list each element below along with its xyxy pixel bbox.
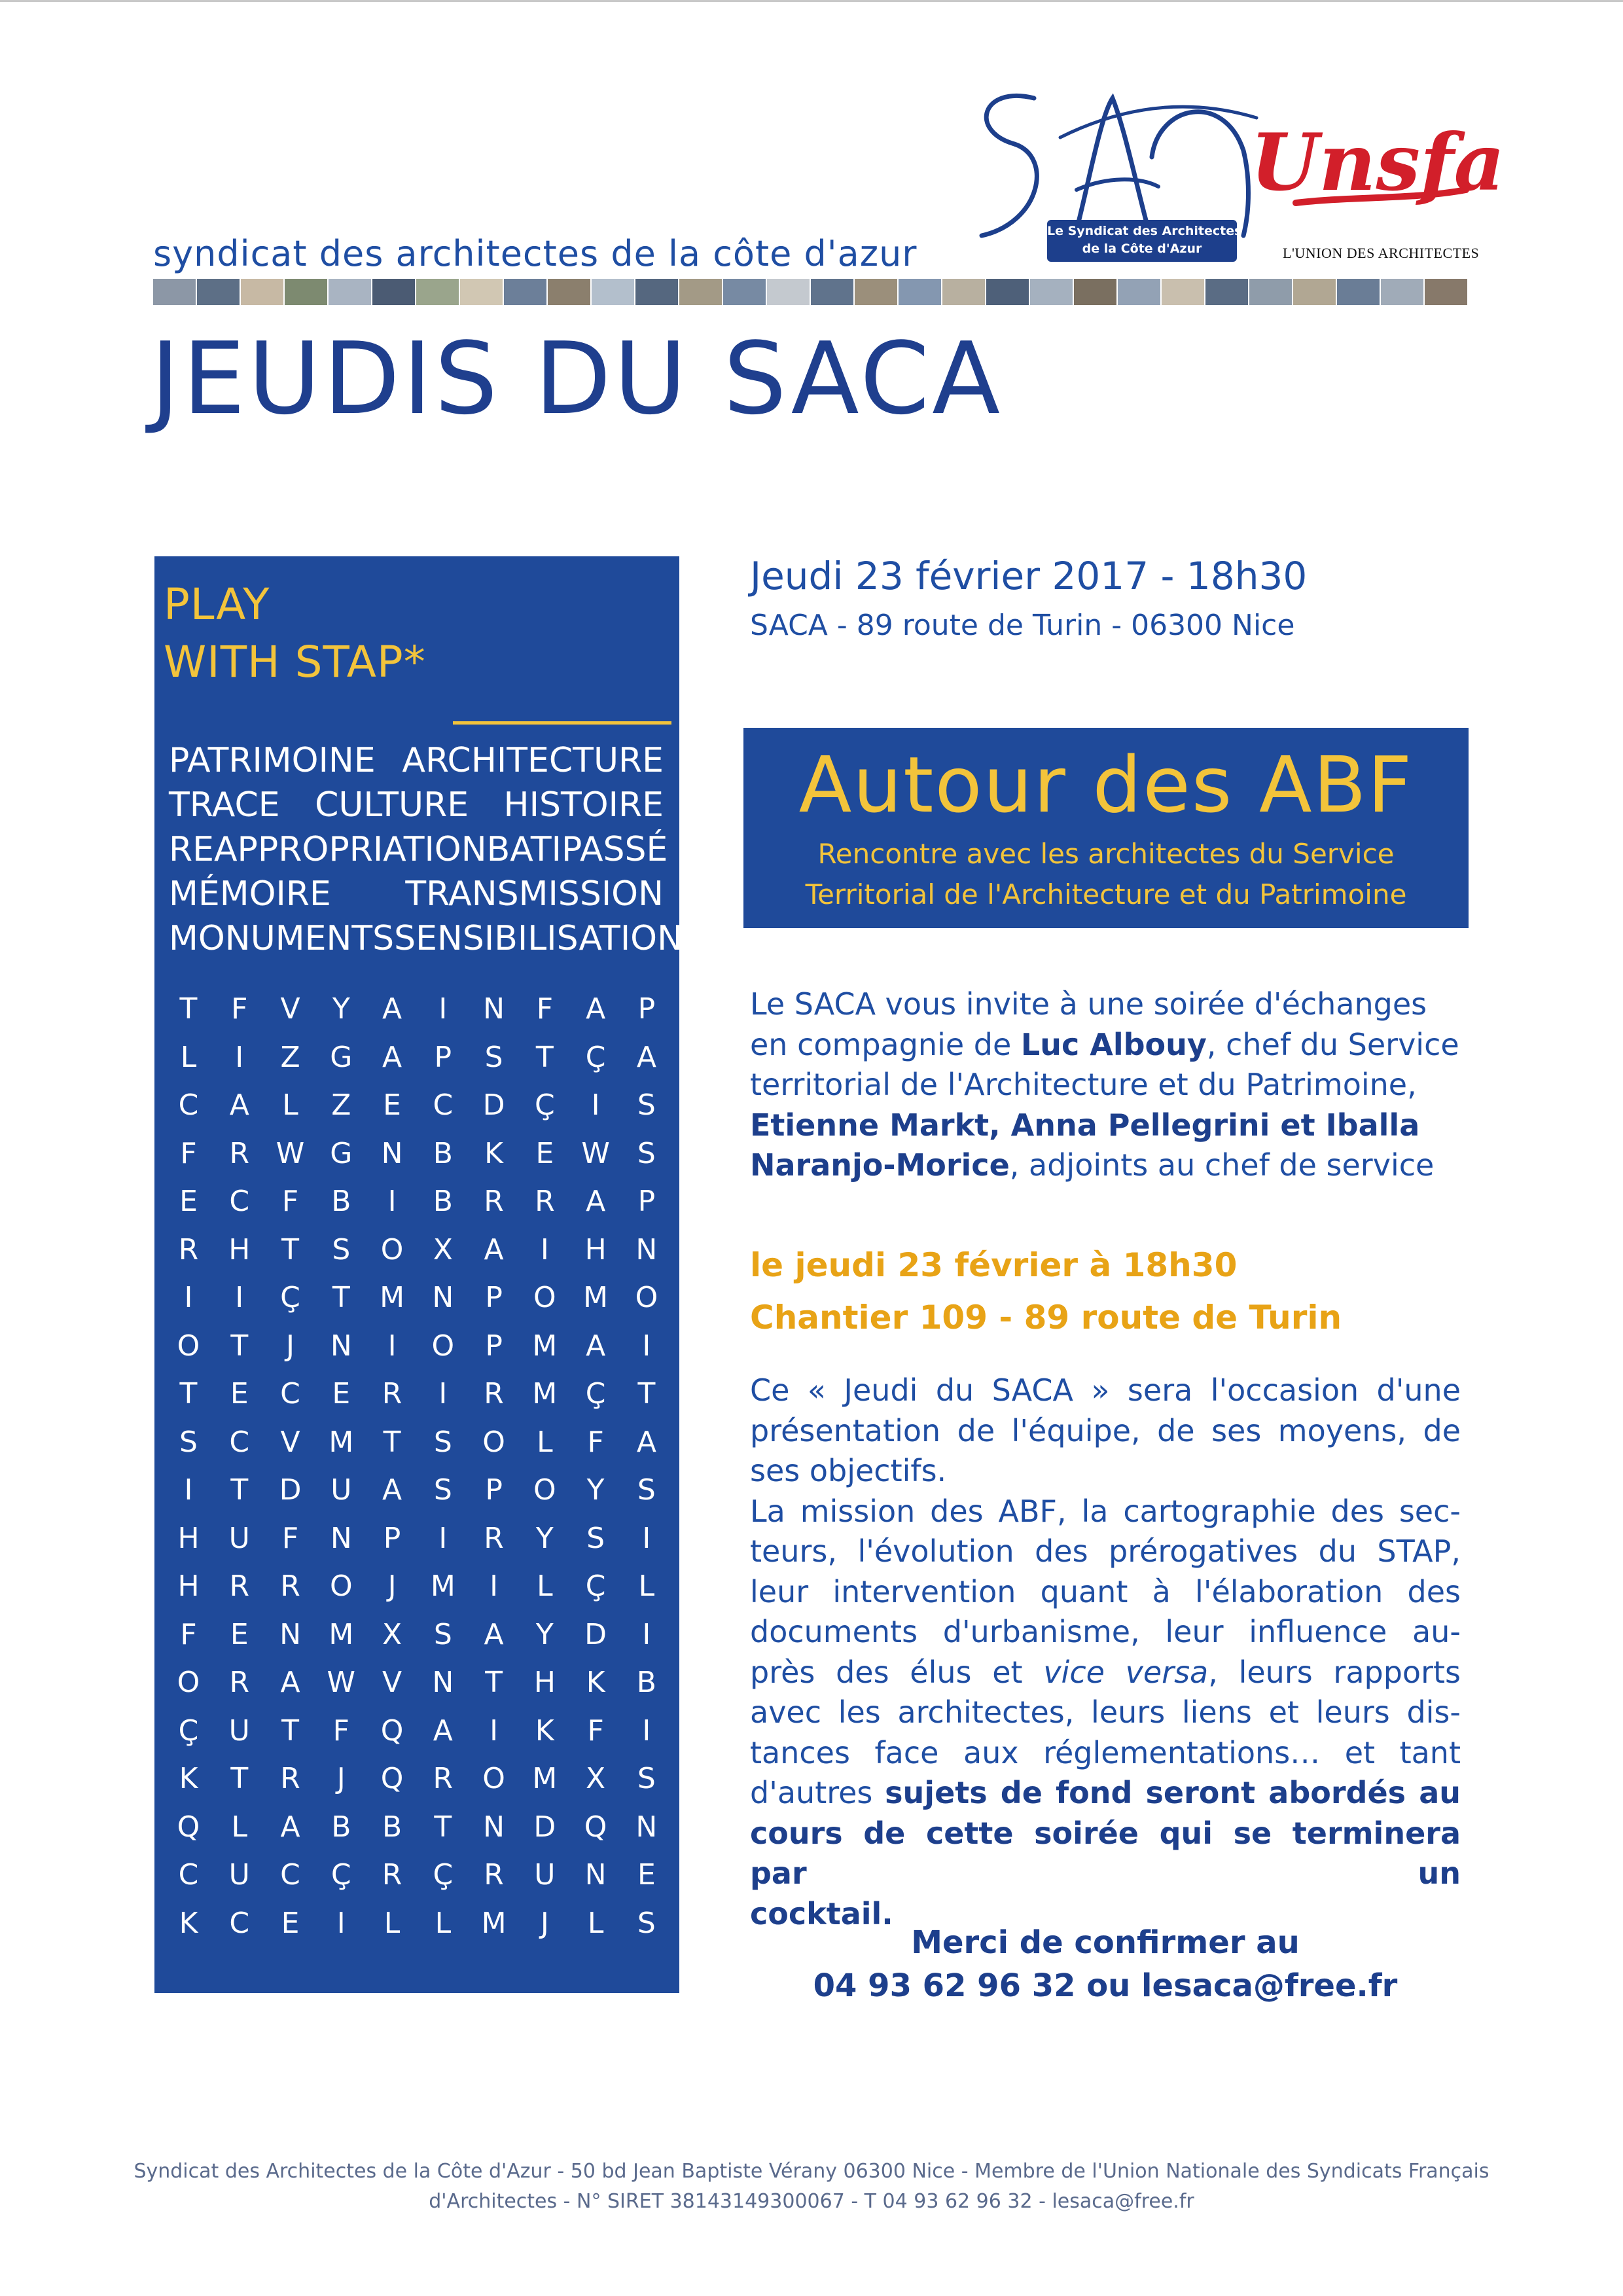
- grid-letter: I: [336, 1906, 346, 1940]
- grid-row: [169, 1707, 666, 1755]
- saca-logo-plate: [1047, 220, 1242, 262]
- grid-letter: H: [584, 1232, 607, 1266]
- keyword-line: [169, 827, 668, 872]
- grid-letter: Ç: [330, 1858, 351, 1892]
- grid-letter: V: [382, 1666, 402, 1699]
- grid-letter: H: [177, 1570, 200, 1603]
- grid-letter: A: [229, 1088, 249, 1122]
- grid-letter: R: [433, 1762, 454, 1795]
- play-with-stap-heading: [164, 576, 426, 691]
- grid-letter: O: [380, 1232, 404, 1266]
- grid-letter: S: [332, 1232, 351, 1266]
- grid-letter: C: [229, 1185, 250, 1218]
- grid-letter: P: [434, 1040, 452, 1074]
- keyword-line: [169, 872, 664, 916]
- grid-letter: I: [438, 992, 448, 1026]
- grid-letter: I: [490, 1570, 499, 1603]
- grid-letter: K: [484, 1136, 504, 1170]
- grid-letter: X: [433, 1232, 453, 1266]
- body-fragment: , leurs rapports: [1208, 1654, 1461, 1690]
- body-line: teurs, l'évolution des prérogatives du STAP,: [750, 1534, 1461, 1569]
- grid-letter: G: [330, 1136, 353, 1170]
- body-line: ses objectifs.: [750, 1453, 947, 1488]
- grid-letter: N: [330, 1329, 352, 1363]
- grid-row: [169, 1803, 666, 1852]
- panel-divider: [453, 721, 671, 725]
- grid-letter: I: [235, 1281, 244, 1314]
- keyword: REAPPROPRIATION: [169, 830, 487, 869]
- body-bold: sujets de fond seront abordés au: [885, 1775, 1461, 1810]
- grid-letter: C: [178, 1088, 199, 1122]
- grid-letter: A: [433, 1713, 453, 1748]
- grid-letter: P: [383, 1521, 401, 1555]
- box-subtitle-line2: Territorial de l'Architecture et du Patrimoine: [805, 878, 1407, 910]
- grid-letter: F: [536, 992, 554, 1026]
- grid-letter: B: [433, 1136, 453, 1170]
- grid-letter: A: [586, 992, 606, 1026]
- grid-letter: F: [281, 1185, 299, 1218]
- grid-letter: O: [329, 1570, 353, 1603]
- grid-letter: G: [330, 1040, 353, 1074]
- grid-letter: Q: [380, 1762, 404, 1795]
- grid-letter: I: [591, 1088, 600, 1122]
- grid-letter: Q: [380, 1713, 404, 1748]
- footer-line2: d'Architectes - N° SIRET 38143149300067 - T 04 93 62 96 32 - lesaca@free.fr: [429, 2190, 1194, 2213]
- grid-letter: T: [230, 1762, 249, 1795]
- grid-row: [169, 1611, 666, 1659]
- grid-letter: I: [387, 1329, 397, 1363]
- grid-letter: I: [184, 1473, 193, 1507]
- keyword: HISTOIRE: [503, 785, 664, 825]
- keyword: CULTURE: [315, 785, 469, 825]
- grid-letter: T: [281, 1232, 299, 1266]
- intro-name-chief: Luc Albouy: [1020, 1026, 1207, 1062]
- stap-word: STAP*: [294, 637, 426, 687]
- grid-letter: L: [180, 1040, 197, 1074]
- grid-letter: N: [635, 1232, 658, 1266]
- grid-letter: Y: [535, 1617, 554, 1651]
- grid-letter: N: [483, 1810, 505, 1844]
- grid-letter: H: [177, 1521, 200, 1555]
- grid-letter: B: [433, 1185, 453, 1218]
- keyword: PASSÉ: [561, 830, 668, 869]
- intro-text-2: , chef du Service territorial de l'Architecture et du Patrimoine,: [750, 1026, 1459, 1102]
- unsfa-wordmark: Unsfa: [1250, 117, 1505, 209]
- grid-letter: Z: [331, 1088, 351, 1122]
- intro-paragraph: [750, 984, 1461, 1186]
- grid-letter: I: [387, 1185, 397, 1218]
- grid-letter: U: [228, 1713, 250, 1748]
- grid-letter: R: [484, 1185, 504, 1218]
- grid-letter: L: [638, 1570, 655, 1603]
- grid-letter: Q: [584, 1810, 607, 1844]
- grid-letter: N: [584, 1858, 607, 1892]
- body-line: Ce « Jeudi du SACA » sera l'occasion d'une: [750, 1372, 1461, 1408]
- grid-letter: L: [435, 1906, 452, 1940]
- keyword: BATI: [486, 830, 562, 869]
- grid-letter: B: [382, 1810, 402, 1844]
- grid-letter: T: [535, 1040, 554, 1074]
- keyword-line: [169, 738, 664, 783]
- grid-letter: N: [635, 1810, 658, 1844]
- body-fragment: près des élus et: [750, 1654, 1044, 1690]
- intro-names-deputies: Etienne Markt, Anna Pellegrini et Iballa Naranjo-Morice: [750, 1107, 1420, 1183]
- grid-row: [169, 1226, 666, 1274]
- keyword: PATRIMOINE: [169, 741, 376, 780]
- grid-letter: A: [484, 1232, 504, 1266]
- grid-letter: T: [383, 1425, 401, 1459]
- grid-letter: O: [177, 1329, 200, 1363]
- grid-letter: S: [484, 1040, 503, 1074]
- grid-letter: M: [430, 1570, 455, 1603]
- grid-letter: P: [485, 1329, 503, 1363]
- grid-letter: X: [382, 1617, 402, 1651]
- grid-letter: C: [178, 1858, 199, 1892]
- grid-letter: U: [330, 1473, 352, 1507]
- grid-letter: S: [433, 1425, 452, 1459]
- body-italic: vice versa: [1043, 1654, 1209, 1690]
- grid-letter: S: [637, 1762, 656, 1795]
- grid-letter: L: [383, 1906, 401, 1940]
- unsfa-logo: [1250, 92, 1505, 223]
- event-date: Jeudi 23 février 2017 - 18h30: [750, 554, 1308, 598]
- grid-letter: A: [382, 1040, 402, 1074]
- grid-letter: L: [282, 1088, 298, 1122]
- grid-letter: Y: [535, 1521, 554, 1555]
- grid-letter: R: [280, 1570, 300, 1603]
- grid-letter: O: [533, 1473, 556, 1507]
- grid-letter: T: [179, 992, 198, 1026]
- grid-letter: Q: [177, 1810, 200, 1844]
- letter-grid: [169, 985, 666, 1947]
- grid-letter: F: [281, 1521, 299, 1555]
- grid-letter: N: [483, 992, 505, 1026]
- grid-row: [169, 1177, 666, 1226]
- grid-letter: A: [280, 1666, 300, 1699]
- grid-letter: O: [482, 1425, 505, 1459]
- grid-letter: E: [230, 1377, 249, 1410]
- grid-letter: K: [535, 1713, 554, 1748]
- rsvp-line1: Merci de confirmer au: [911, 1924, 1300, 1961]
- grid-letter: S: [637, 1088, 656, 1122]
- grid-letter: S: [179, 1425, 198, 1459]
- footer-line1: Syndicat des Architectes de la Côte d'Azur - 50 bd Jean Baptiste Vérany 06300 Nice - Membre de l'Union Nationale des Syndicats Français: [134, 2160, 1489, 2183]
- grid-letter: Ç: [585, 1570, 606, 1603]
- keyword: TRANSMISSION: [405, 874, 664, 914]
- grid-letter: O: [431, 1329, 455, 1363]
- grid-row: [169, 1033, 666, 1082]
- body-line: avec les architectes, leurs liens et leurs dis-: [750, 1695, 1461, 1730]
- unsfa-caption: L'UNION DES ARCHITECTES: [1283, 245, 1480, 261]
- saca-logo-line1: Le Syndicat des Architectes: [1047, 224, 1242, 238]
- grid-letter: N: [381, 1136, 403, 1170]
- keyword: SENSIBILISATION: [394, 919, 683, 958]
- grid-letter: C: [433, 1088, 454, 1122]
- grid-letter: R: [229, 1136, 250, 1170]
- grid-letter: E: [281, 1906, 300, 1940]
- body-line: cours de cette soirée qui se terminera par un: [750, 1815, 1461, 1891]
- grid-letter: R: [178, 1232, 199, 1266]
- grid-letter: R: [484, 1377, 504, 1410]
- keyword: MONUMENTS: [169, 919, 395, 958]
- grid-row: [169, 1466, 666, 1515]
- grid-letter: R: [382, 1858, 402, 1892]
- grid-letter: P: [637, 992, 656, 1026]
- page-title: JEUDIS DU SACA: [151, 321, 1003, 437]
- grid-letter: T: [230, 1329, 249, 1363]
- grid-letter: J: [286, 1329, 295, 1363]
- grid-letter: U: [228, 1521, 250, 1555]
- grid-letter: I: [642, 1521, 651, 1555]
- grid-letter: X: [586, 1762, 606, 1795]
- grid-letter: V: [280, 1425, 300, 1459]
- grid-letter: F: [332, 1713, 349, 1748]
- grid-letter: O: [635, 1281, 658, 1314]
- grid-letter: E: [637, 1858, 656, 1892]
- keyword: MÉMOIRE: [169, 874, 331, 914]
- grid-letter: L: [537, 1570, 553, 1603]
- grid-letter: F: [587, 1713, 604, 1748]
- grid-letter: C: [229, 1906, 250, 1940]
- grid-letter: J: [387, 1570, 397, 1603]
- intro-text-3: , adjoints au chef de service: [1009, 1147, 1435, 1183]
- grid-letter: I: [540, 1232, 549, 1266]
- grid-letter: R: [382, 1377, 402, 1410]
- grid-letter: T: [281, 1713, 299, 1748]
- grid-letter: F: [180, 1136, 197, 1170]
- grid-letter: M: [583, 1281, 609, 1314]
- keyword-line: [169, 783, 664, 827]
- grid-letter: M: [481, 1906, 507, 1940]
- grid-letter: Y: [332, 992, 350, 1026]
- grid-letter: N: [279, 1617, 301, 1651]
- grid-letter: Ç: [534, 1088, 555, 1122]
- body-line: tances face aux réglementations… et tant: [750, 1734, 1461, 1770]
- grid-letter: A: [382, 1473, 402, 1507]
- body-line: [750, 1773, 1461, 1814]
- body-line: leur intervention quant à l'élaboration des: [750, 1573, 1461, 1609]
- grid-letter: R: [484, 1521, 504, 1555]
- grid-letter: Y: [586, 1473, 605, 1507]
- grid-letter: T: [179, 1377, 198, 1410]
- saca-logo-line2: de la Côte d'Azur: [1082, 242, 1202, 256]
- grid-letter: A: [484, 1617, 504, 1651]
- grid-letter: E: [332, 1377, 351, 1410]
- grid-row: [169, 1322, 666, 1371]
- grid-letter: O: [482, 1762, 505, 1795]
- grid-letter: I: [438, 1377, 448, 1410]
- grid-row: [169, 1418, 666, 1467]
- grid-letter: M: [532, 1377, 558, 1410]
- grid-letter: H: [533, 1666, 556, 1699]
- grid-letter: S: [433, 1617, 452, 1651]
- when-venue: Chantier 109 - 89 route de Turin: [750, 1299, 1342, 1336]
- grid-letter: Ç: [433, 1858, 454, 1892]
- grid-letter: L: [587, 1906, 604, 1940]
- event-place: SACA - 89 route de Turin - 06300 Nice: [750, 609, 1295, 642]
- body-line: documents d'urbanisme, leur influence au-: [750, 1614, 1461, 1649]
- with-stap-line: [164, 634, 426, 691]
- grid-letter: K: [179, 1906, 198, 1940]
- grid-letter: F: [587, 1425, 604, 1459]
- grid-letter: R: [280, 1762, 300, 1795]
- grid-letter: S: [637, 1473, 656, 1507]
- keyword: TRACE: [169, 785, 280, 825]
- grid-letter: M: [532, 1762, 558, 1795]
- grid-letter: E: [383, 1088, 401, 1122]
- grid-letter: T: [434, 1810, 452, 1844]
- grid-letter: I: [642, 1329, 651, 1363]
- top-border: [0, 0, 1623, 2]
- grid-letter: W: [327, 1666, 356, 1699]
- grid-row: [169, 1130, 666, 1178]
- grid-row: [169, 1274, 666, 1322]
- body-line: La mission des ABF, la cartographie des sec-: [750, 1493, 1461, 1529]
- grid-letter: K: [586, 1666, 605, 1699]
- grid-letter: M: [329, 1617, 354, 1651]
- grid-row: [169, 985, 666, 1033]
- body-line: [750, 1653, 1461, 1693]
- grid-letter: O: [533, 1281, 556, 1314]
- grid-letter: P: [637, 1185, 656, 1218]
- grid-letter: E: [179, 1185, 198, 1218]
- photo-strip: [153, 279, 1469, 305]
- with-word: WITH: [164, 637, 281, 687]
- body-fragment: d'autres: [750, 1775, 885, 1810]
- grid-letter: N: [432, 1281, 454, 1314]
- body-line: présentation de l'équipe, de ses moyens, de: [750, 1412, 1461, 1448]
- grid-letter: R: [535, 1185, 555, 1218]
- grid-letter: P: [485, 1281, 503, 1314]
- grid-letter: D: [584, 1617, 607, 1651]
- grid-letter: T: [485, 1666, 503, 1699]
- grid-letter: L: [231, 1810, 248, 1844]
- grid-letter: Ç: [585, 1377, 606, 1410]
- grid-row: [169, 1899, 666, 1948]
- grid-letter: I: [490, 1713, 499, 1748]
- keyword-list: [169, 738, 683, 961]
- grid-row: [169, 1370, 666, 1418]
- grid-letter: J: [540, 1906, 549, 1940]
- grid-letter: S: [433, 1473, 452, 1507]
- grid-letter: Ç: [585, 1040, 606, 1074]
- grid-row: [169, 1515, 666, 1563]
- grid-letter: Ç: [280, 1281, 300, 1314]
- grid-letter: S: [637, 1906, 656, 1940]
- grid-letter: K: [179, 1762, 198, 1795]
- grid-row: [169, 1659, 666, 1707]
- grid-letter: T: [230, 1473, 249, 1507]
- grid-letter: E: [535, 1136, 554, 1170]
- grid-letter: A: [586, 1185, 606, 1218]
- grid-letter: I: [184, 1281, 193, 1314]
- grid-letter: R: [229, 1666, 250, 1699]
- grid-letter: M: [532, 1329, 558, 1363]
- grid-letter: H: [228, 1232, 251, 1266]
- grid-letter: U: [228, 1858, 250, 1892]
- grid-letter: L: [537, 1425, 553, 1459]
- grid-letter: I: [642, 1713, 651, 1748]
- grid-letter: O: [177, 1666, 200, 1699]
- grid-letter: A: [636, 1040, 656, 1074]
- grid-letter: A: [636, 1425, 656, 1459]
- grid-letter: I: [438, 1521, 448, 1555]
- grid-letter: C: [280, 1858, 300, 1892]
- grid-letter: T: [637, 1377, 656, 1410]
- keyword: ARCHITECTURE: [402, 741, 664, 780]
- grid-letter: F: [180, 1617, 197, 1651]
- grid-row: [169, 1755, 666, 1803]
- grid-letter: T: [332, 1281, 350, 1314]
- grid-letter: Z: [280, 1040, 300, 1074]
- grid-letter: N: [432, 1666, 454, 1699]
- grid-letter: D: [533, 1810, 556, 1844]
- box-subtitle-line1: Rencontre avec les architectes du Service: [817, 838, 1395, 870]
- grid-letter: B: [331, 1185, 351, 1218]
- play-line: PLAY: [164, 579, 270, 630]
- grid-letter: V: [280, 992, 300, 1026]
- grid-letter: P: [485, 1473, 503, 1507]
- grid-letter: C: [229, 1425, 250, 1459]
- grid-letter: I: [235, 1040, 244, 1074]
- keyword-line: [169, 916, 683, 961]
- grid-letter: D: [482, 1088, 505, 1122]
- grid-letter: E: [230, 1617, 249, 1651]
- box-title: Autour des ABF: [798, 740, 1414, 830]
- grid-row: [169, 1081, 666, 1130]
- grid-letter: D: [279, 1473, 302, 1507]
- grid-letter: A: [586, 1329, 606, 1363]
- grid-letter: F: [231, 992, 248, 1026]
- grid-letter: A: [280, 1810, 300, 1844]
- rsvp-contact: 04 93 62 96 32 ou lesaca@free.fr: [813, 1967, 1398, 2004]
- grid-letter: W: [276, 1136, 305, 1170]
- when-date: le jeudi 23 février à 18h30: [750, 1246, 1238, 1284]
- grid-letter: B: [331, 1810, 351, 1844]
- grid-letter: A: [382, 992, 402, 1026]
- grid-letter: J: [336, 1762, 346, 1795]
- grid-letter: Ç: [178, 1713, 199, 1748]
- grid-letter: R: [484, 1858, 504, 1892]
- intro-text-1: Le SACA vous invite à une soirée d'échanges en compagnie de: [750, 986, 1427, 1062]
- grid-letter: M: [380, 1281, 405, 1314]
- grid-letter: C: [280, 1377, 300, 1410]
- grid-letter: S: [637, 1136, 656, 1170]
- tagline: syndicat des architectes de la côte d'azur: [153, 233, 918, 274]
- grid-letter: M: [329, 1425, 354, 1459]
- grid-letter: I: [642, 1617, 651, 1651]
- grid-letter: R: [229, 1570, 250, 1603]
- grid-letter: U: [534, 1858, 556, 1892]
- grid-letter: N: [330, 1521, 352, 1555]
- grid-row: [169, 1851, 666, 1899]
- body-paragraph: [750, 1371, 1461, 1934]
- grid-letter: B: [636, 1666, 656, 1699]
- grid-letter: S: [586, 1521, 605, 1555]
- grid-row: [169, 1562, 666, 1611]
- body-line: cocktail.: [750, 1895, 893, 1931]
- grid-letter: W: [581, 1136, 610, 1170]
